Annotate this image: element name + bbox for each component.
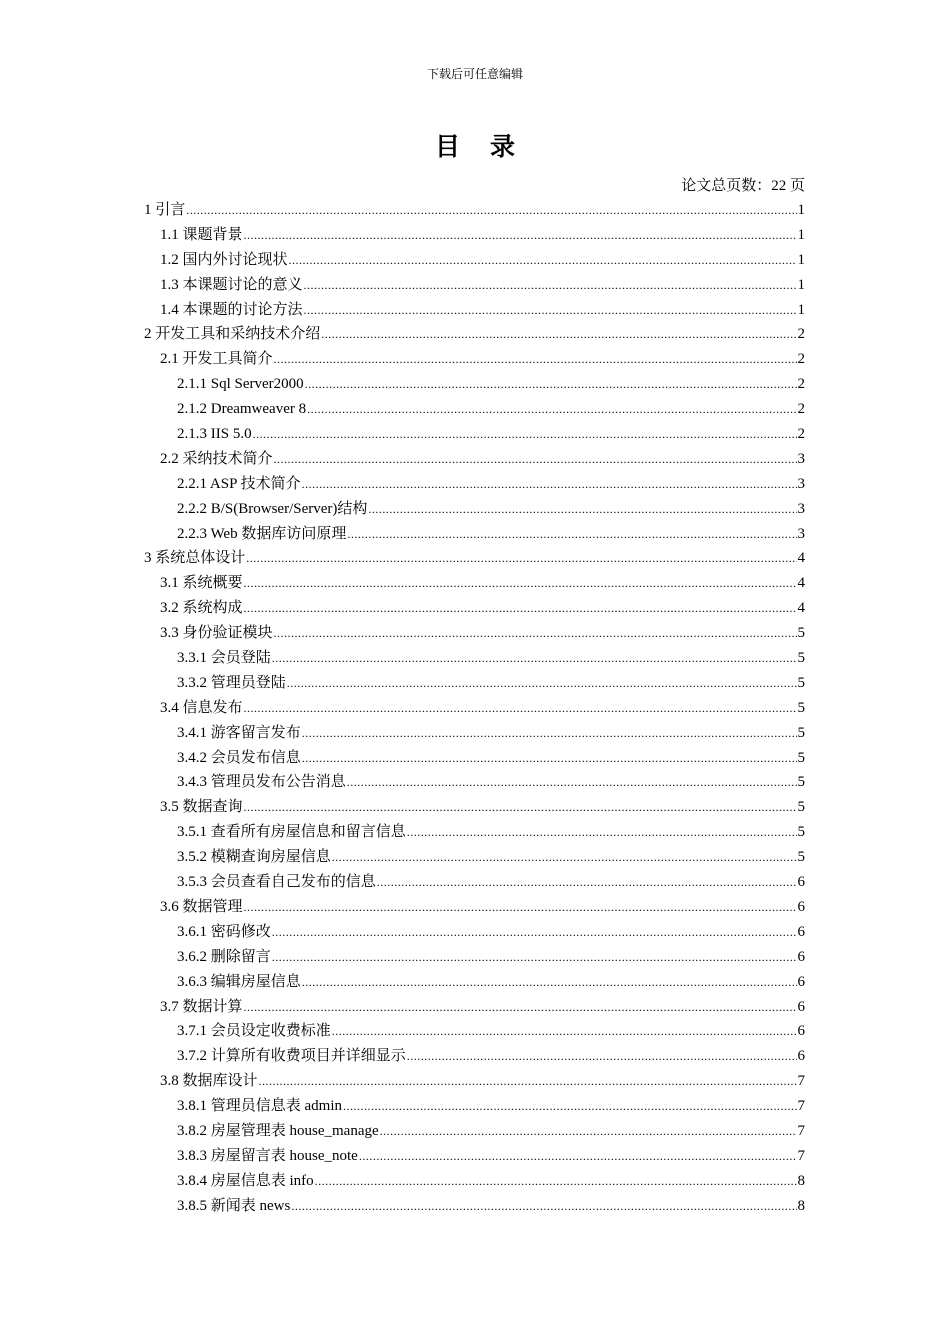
toc-entry[interactable]: [144, 795, 805, 820]
toc-entry-title: 3.4.3 管理员发布公告消息: [177, 774, 346, 791]
toc-entry[interactable]: [144, 372, 805, 397]
toc-dot-leader: [380, 1119, 797, 1144]
toc-entry-page: 3: [797, 450, 805, 467]
toc-entry-title: 3.4 信息发布: [160, 699, 243, 716]
toc-entry-page: 8: [797, 1172, 805, 1189]
toc-entry-page: 5: [797, 724, 805, 741]
toc-entry-page: 6: [797, 973, 805, 990]
toc-entry-page: 5: [797, 699, 805, 716]
toc-entry-title: 2.1 开发工具简介: [160, 351, 273, 368]
toc-dot-leader: [332, 845, 797, 870]
toc-dot-leader: [291, 1194, 796, 1219]
toc-entry-title: 1.2 国内外讨论现状: [160, 251, 288, 268]
toc-entry[interactable]: [144, 322, 805, 347]
toc-entry-page: 5: [797, 824, 805, 841]
toc-entry[interactable]: [144, 995, 805, 1020]
toc-entry[interactable]: [144, 198, 805, 223]
toc-entry-title: 1.4 本课题的讨论方法: [160, 301, 303, 318]
toc-dot-leader: [244, 995, 797, 1020]
toc-dot-leader: [274, 621, 797, 646]
toc-entry-page: 3: [797, 525, 805, 542]
toc-entry-page: 5: [797, 774, 805, 791]
toc-entry[interactable]: [144, 397, 805, 422]
toc-entry-page: 1: [797, 226, 805, 243]
toc-entry-title: 3.8 数据库设计: [160, 1073, 258, 1090]
toc-entry[interactable]: [144, 546, 805, 571]
toc-entry[interactable]: [144, 770, 805, 795]
toc-entry-page: 6: [797, 1023, 805, 1040]
toc-entry-title: 3.4.1 游客留言发布: [177, 724, 301, 741]
toc-dot-leader: [315, 1169, 797, 1194]
toc-dot-leader: [377, 870, 797, 895]
toc-entry-title: 3.4.2 会员发布信息: [177, 749, 301, 766]
toc-entry[interactable]: [144, 1044, 805, 1069]
toc-entry[interactable]: [144, 1069, 805, 1094]
toc-entry[interactable]: [144, 820, 805, 845]
toc-entry-page: 5: [797, 849, 805, 866]
toc-entry[interactable]: [144, 696, 805, 721]
toc-entry[interactable]: [144, 1094, 805, 1119]
toc-entry-title: 3.2 系统构成: [160, 600, 243, 617]
toc-entry-title: 2.2.1 ASP 技术简介: [177, 475, 301, 492]
toc-dot-leader: [302, 472, 797, 497]
toc-entry-title: 2.2.2 B/S(Browser/Server)结构: [177, 500, 368, 517]
toc-dot-leader: [359, 1144, 797, 1169]
toc-entry-page: 2: [797, 401, 805, 418]
toc-entry-page: 2: [797, 326, 805, 343]
toc-entry-page: 7: [797, 1122, 805, 1139]
toc-entry-title: 1.3 本课题讨论的意义: [160, 276, 303, 293]
toc-entry-title: 3.5.2 模糊查询房屋信息: [177, 849, 331, 866]
toc-entry-page: 1: [797, 251, 805, 268]
toc-entry-page: 6: [797, 1048, 805, 1065]
toc-entry[interactable]: [144, 1019, 805, 1044]
toc-dot-leader: [304, 298, 797, 323]
toc-dot-leader: [368, 497, 796, 522]
toc-entry[interactable]: [144, 1119, 805, 1144]
toc-entry[interactable]: [144, 596, 805, 621]
toc-entry[interactable]: [144, 970, 805, 995]
table-of-contents: [144, 198, 805, 1219]
toc-dot-leader: [347, 770, 797, 795]
toc-entry[interactable]: [144, 870, 805, 895]
toc-dot-leader: [343, 1094, 797, 1119]
toc-entry[interactable]: [144, 1144, 805, 1169]
toc-entry-title: 3.8.4 房屋信息表 info: [177, 1172, 314, 1189]
toc-entry-page: 6: [797, 948, 805, 965]
toc-entry-title: 3.7.1 会员设定收费标准: [177, 1023, 331, 1040]
toc-dot-leader: [302, 746, 797, 771]
toc-dot-leader: [287, 671, 797, 696]
toc-entry-page: 5: [797, 625, 805, 642]
toc-entry-title: 3.8.1 管理员信息表 admin: [177, 1098, 342, 1115]
toc-entry-page: 8: [797, 1197, 805, 1214]
toc-entry-page: 4: [797, 550, 805, 567]
toc-entry[interactable]: [144, 845, 805, 870]
toc-entry-page: 6: [797, 874, 805, 891]
toc-entry-title: 2.2.3 Web 数据库访问原理: [177, 525, 347, 542]
toc-entry-page: 4: [797, 575, 805, 592]
toc-dot-leader: [244, 223, 797, 248]
toc-entry-title: 3.6.3 编辑房屋信息: [177, 973, 301, 990]
toc-dot-leader: [259, 1069, 797, 1094]
toc-title: 目录: [434, 134, 545, 161]
toc-entry-page: 7: [797, 1098, 805, 1115]
toc-entry[interactable]: [144, 1169, 805, 1194]
toc-entry-page: 2: [797, 376, 805, 393]
toc-entry-title: 3 系统总体设计: [144, 550, 246, 567]
toc-entry-title: 3.6.2 删除留言: [177, 948, 271, 965]
toc-entry[interactable]: [144, 646, 805, 671]
toc-entry-page: 2: [797, 426, 805, 443]
toc-entry-title: 3.7.2 计算所有收费项目并详细显示: [177, 1048, 406, 1065]
toc-dot-leader: [407, 1044, 797, 1069]
toc-entry[interactable]: [144, 522, 805, 547]
toc-entry-title: 3.5.1 查看所有房屋信息和留言信息: [177, 824, 406, 841]
toc-entry-page: 1: [797, 276, 805, 293]
toc-entry-title: 3.5 数据查询: [160, 799, 243, 816]
toc-entry-title: 3.6.1 密码修改: [177, 923, 271, 940]
toc-entry-page: 1: [797, 301, 805, 318]
toc-entry-title: 2 开发工具和采纳技术介绍: [144, 326, 321, 343]
toc-entry-page: 3: [797, 475, 805, 492]
toc-dot-leader: [272, 945, 797, 970]
toc-dot-leader: [246, 546, 796, 571]
toc-entry-page: 2: [797, 351, 805, 368]
toc-entry-title: 1.1 课题背景: [160, 226, 243, 243]
toc-dot-leader: [186, 198, 796, 223]
toc-entry[interactable]: [144, 347, 805, 372]
toc-dot-leader: [244, 795, 797, 820]
toc-entry[interactable]: [144, 298, 805, 323]
toc-entry[interactable]: [144, 248, 805, 273]
toc-entry-page: 1: [797, 202, 805, 218]
toc-entry[interactable]: [144, 920, 805, 945]
toc-entry-page: 5: [797, 799, 805, 816]
toc-dot-leader: [302, 721, 797, 746]
toc-entry[interactable]: [144, 447, 805, 472]
toc-entry-page: 4: [797, 600, 805, 617]
toc-entry-title: 3.8.3 房屋留言表 house_note: [177, 1147, 358, 1164]
toc-entry-page: 6: [797, 998, 805, 1015]
toc-dot-leader: [332, 1019, 797, 1044]
toc-dot-leader: [302, 970, 797, 995]
toc-entry[interactable]: [144, 945, 805, 970]
toc-dot-leader: [307, 397, 796, 422]
toc-dot-leader: [407, 820, 797, 845]
toc-entry-title: 2.1.3 IIS 5.0: [177, 426, 252, 443]
toc-entry-title: 3.8.5 新闻表 news: [177, 1197, 291, 1214]
toc-dot-leader: [244, 895, 797, 920]
toc-entry-page: 3: [797, 500, 805, 517]
toc-entry[interactable]: [144, 497, 805, 522]
toc-dot-leader: [304, 273, 797, 298]
toc-entry-title: 2.2 采纳技术简介: [160, 450, 273, 467]
toc-entry-title: 3.7 数据计算: [160, 998, 243, 1015]
toc-entry-title: 2.1.1 Sql Server2000: [177, 376, 304, 393]
toc-dot-leader: [305, 372, 797, 397]
toc-entry[interactable]: [144, 1194, 805, 1219]
toc-entry-title: 3.6 数据管理: [160, 898, 243, 915]
toc-entry[interactable]: [144, 671, 805, 696]
toc-entry-title: 3.1 系统概要: [160, 575, 243, 592]
page-header: 下载后可任意编辑: [426, 67, 523, 81]
toc-entry-title: 2.1.2 Dreamweaver 8: [177, 401, 307, 418]
toc-entry-page: 7: [797, 1073, 805, 1090]
toc-entry-page: 5: [797, 650, 805, 667]
toc-dot-leader: [244, 571, 797, 596]
toc-entry[interactable]: [144, 721, 805, 746]
toc-dot-leader: [244, 696, 797, 721]
toc-entry-title: 1 引言: [144, 202, 186, 218]
toc-entry[interactable]: [144, 621, 805, 646]
toc-entry-page: 6: [797, 923, 805, 940]
toc-entry[interactable]: [144, 571, 805, 596]
toc-dot-leader: [289, 248, 797, 273]
toc-entry-title: 3.8.2 房屋管理表 house_manage: [177, 1122, 379, 1139]
toc-entry[interactable]: [144, 472, 805, 497]
toc-entry[interactable]: [144, 746, 805, 771]
toc-entry-title: 3.3.1 会员登陆: [177, 650, 271, 667]
toc-entry-title: 3.3 身份验证模块: [160, 625, 273, 642]
toc-entry-page: 7: [797, 1147, 805, 1164]
toc-entry-page: 5: [797, 749, 805, 766]
toc-dot-leader: [274, 347, 797, 372]
toc-dot-leader: [253, 422, 797, 447]
total-page-count: 论文总页数：22 页: [681, 178, 805, 194]
toc-dot-leader: [274, 447, 797, 472]
toc-entry[interactable]: [144, 273, 805, 298]
toc-dot-leader: [244, 596, 797, 621]
toc-entry[interactable]: [144, 895, 805, 920]
toc-entry-title: 3.5.3 会员查看自己发布的信息: [177, 874, 376, 891]
toc-entry-page: 5: [797, 674, 805, 691]
toc-dot-leader: [321, 322, 796, 347]
toc-entry[interactable]: [144, 422, 805, 447]
toc-entry-page: 6: [797, 898, 805, 915]
toc-entry[interactable]: [144, 223, 805, 248]
toc-dot-leader: [272, 920, 797, 945]
toc-entry-title: 3.3.2 管理员登陆: [177, 674, 286, 691]
toc-dot-leader: [347, 522, 796, 547]
toc-dot-leader: [272, 646, 797, 671]
